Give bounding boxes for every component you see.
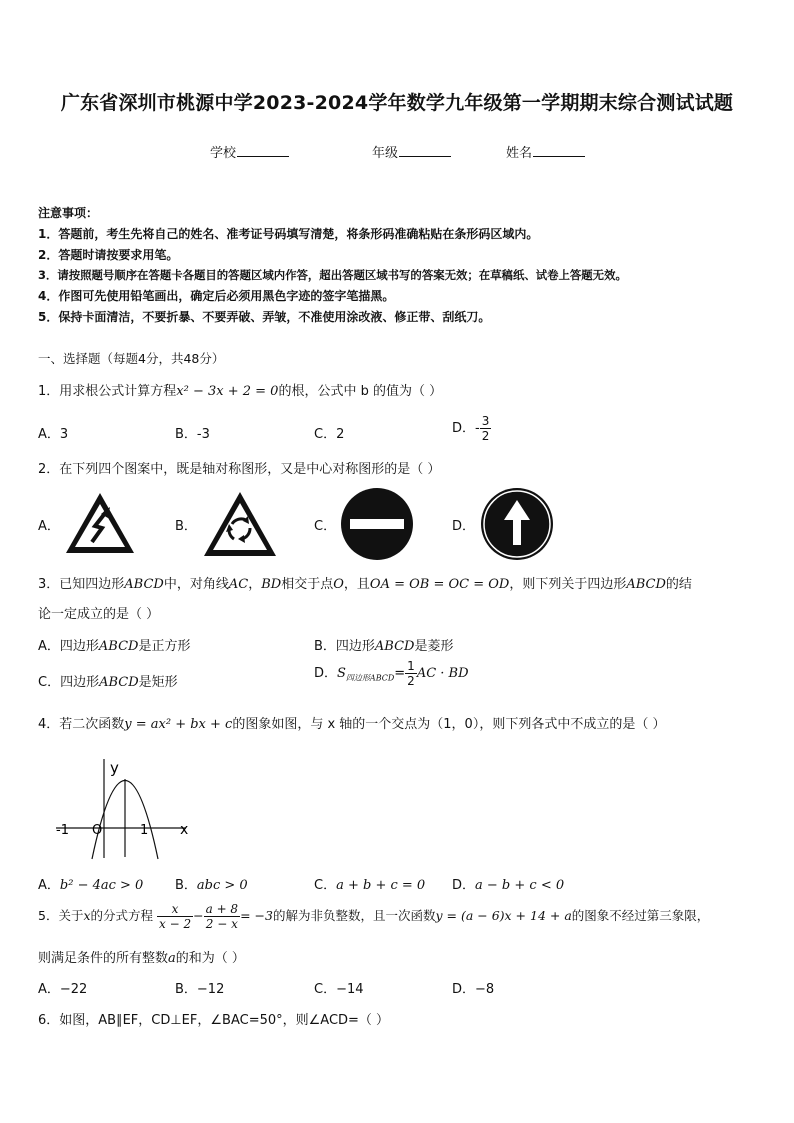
q1-option-c[interactable]: C．2	[314, 427, 345, 442]
sign-d-straight-arrow-icon	[479, 487, 555, 561]
q3-abcd: ABCD	[626, 577, 666, 592]
q1-option-b[interactable]: B．-3	[175, 427, 210, 442]
q2-option-a[interactable]: A．	[38, 519, 60, 534]
q3-d-s: S	[337, 666, 346, 681]
q3-abcd: ABCD	[374, 639, 415, 654]
q1-option-a[interactable]: A．3	[38, 427, 69, 442]
q4-a-label: A．	[38, 878, 60, 893]
q2-option-d[interactable]: D．	[452, 519, 476, 534]
section-heading: 一、选择题（每题4分，共48分）	[38, 351, 225, 366]
note-item: 4．作图可先使用铅笔画出，确定后必须用黑色字迹的签字笔描黑。	[38, 289, 395, 304]
q3-text: 中，对角线	[163, 577, 229, 592]
q3-c-text: 是矩形	[138, 675, 178, 690]
q5-f1-denominator: x − 2	[159, 917, 192, 931]
question-4	[38, 713, 665, 732]
graph-one-label: 1	[140, 823, 149, 838]
graph-x-label: x	[180, 822, 189, 838]
q3-d-denominator: 2	[407, 674, 415, 688]
q5-f1-numerator: x	[157, 902, 193, 917]
q4-option-b[interactable]	[175, 874, 248, 893]
q3-ac: AC	[228, 577, 249, 592]
q5-text: 的和为（ ）	[175, 951, 245, 966]
question-1	[38, 380, 442, 399]
q4-text: 4．若二次函数	[38, 717, 125, 732]
grade-label: 年级	[372, 146, 399, 161]
q5-text: 的图象不经过第三象限，	[571, 908, 710, 923]
note-item: 3．请按照题号顺序在答题卡各题目的答题区域内作答，超出答题区域书写的答案无效；在草稿纸、试卷上答题无效。	[38, 268, 627, 283]
name-field[interactable]	[506, 142, 585, 161]
q4-a-expr: b² − 4ac > 0	[59, 878, 144, 893]
q4-c-expr: a + b + c = 0	[336, 878, 426, 893]
q3-option-b[interactable]	[314, 635, 454, 654]
name-label: 姓名	[506, 146, 533, 161]
q5-text: 的解为非负整数，且一次函数	[272, 908, 436, 923]
q5-option-d[interactable]: D．−8	[452, 982, 495, 997]
graph-neg1-label: -1	[56, 823, 69, 838]
q4-c-label: C．	[314, 878, 337, 893]
q3-d-tail: AC · BD	[416, 666, 469, 681]
q3-bd: BD	[261, 577, 282, 592]
q3-text: ，则下列关于四边形	[509, 577, 627, 592]
q2-option-c[interactable]: C．	[314, 519, 337, 534]
q3-text: 3．已知四边形	[38, 577, 125, 592]
q5-a-var: a	[168, 951, 176, 966]
q4-equation: y = ax² + bx + c	[124, 717, 233, 732]
q3-text: 相交于点	[281, 577, 334, 592]
q3-d-eq: =	[394, 666, 406, 681]
q4-d-label: D．	[452, 878, 476, 893]
q5-f2-denominator: 2 − x	[205, 917, 238, 931]
q3-abcd: ABCD	[124, 577, 164, 592]
q3-text: 的结	[665, 577, 692, 592]
q3-option-c[interactable]	[38, 671, 178, 690]
q4-parabola-graph	[50, 755, 200, 865]
q5-text: 则满足条件的所有整数	[38, 951, 169, 966]
q3-text: ，且	[343, 577, 370, 592]
q3-abcd: ABCD	[98, 639, 139, 654]
q2-option-b[interactable]: B．	[175, 519, 197, 534]
graph-y-label: y	[110, 759, 119, 777]
q3-c-text: C．四边形	[38, 675, 100, 690]
q5-linear-function: y = (a − 6)x + 14 + a	[435, 908, 572, 923]
q5-text: 5．关于	[38, 908, 84, 923]
q5-minus: −	[193, 908, 204, 923]
q1-equation: x² − 3x + 2 = 0	[176, 384, 279, 399]
q1-text-end: 的根，公式中 b 的值为（ ）	[278, 384, 443, 399]
q3-o: O	[333, 577, 344, 592]
q1-d-numerator: 3	[481, 414, 490, 428]
q5-f2-numerator: a + 8	[205, 902, 239, 916]
school-label: 学校	[210, 146, 237, 161]
q3-abcd: ABCD	[99, 675, 139, 690]
q4-d-expr: a − b + c < 0	[475, 878, 565, 893]
q3-d-label: D．	[314, 666, 338, 681]
q3-b-text: 是菱形	[414, 639, 454, 654]
note-item: 2．答题时请按要求用笔。	[38, 247, 179, 262]
q5-option-a[interactable]: A．−22	[38, 982, 88, 997]
q1-text: 1．用求根公式计算方程	[38, 384, 177, 399]
q4-b-expr: abc > 0	[196, 878, 248, 893]
q4-text-end: 的图象如图，与 x 轴的一个交点为（1，0），则下列各式中不成立的是（ ）	[232, 717, 666, 732]
q4-option-c[interactable]	[314, 874, 425, 893]
note-item: 1．答题前，考生先将自己的姓名、准考证号码填写清楚，将条形码准确粘贴在条形码区域内。	[38, 226, 539, 241]
grade-field[interactable]	[372, 142, 451, 161]
q3-condition: OA = OB = OC = OD	[369, 577, 510, 592]
q1-option-d-label: D．-	[452, 421, 480, 436]
q4-option-a[interactable]	[38, 874, 143, 893]
q5-text: 的分式方程	[90, 908, 154, 923]
notes-block	[38, 203, 627, 328]
q5-rhs: = −3	[240, 908, 273, 923]
q3-option-d[interactable]	[314, 659, 469, 688]
sign-b-roundabout-icon	[202, 490, 278, 558]
page-title: 广东省深圳市桃源中学2023-2024学年数学九年级第一学期期末综合测试试题	[60, 92, 734, 114]
notes-heading: 注意事项：	[38, 206, 99, 220]
q1-d-denominator: 2	[481, 429, 490, 443]
q5-option-c[interactable]: C．−14	[314, 982, 364, 997]
q4-option-d[interactable]	[452, 874, 564, 893]
sign-a-curve-warning-icon	[64, 490, 136, 556]
school-field[interactable]	[210, 142, 289, 161]
q3-b-text: B．四边形	[314, 639, 375, 654]
q3-option-a[interactable]	[38, 635, 190, 654]
question-2: 2．在下列四个图案中，既是轴对称图形，又是中心对称图形的是（ ）	[38, 462, 441, 477]
question-3	[38, 573, 692, 592]
question-6: 6．如图，AB∥EF，CD⊥EF，∠BAC=50°，则∠ACD=（ ）	[38, 1013, 390, 1028]
question-5-line-2	[38, 947, 245, 966]
q1-option-d[interactable]	[452, 414, 491, 443]
question-5	[38, 902, 709, 931]
q3-text: ，	[248, 577, 262, 592]
q3-d-subscript: 四边形ABCD	[345, 673, 395, 683]
q3-a-text: A．四边形	[38, 639, 99, 654]
question-3-line-2: 论一定成立的是（ ）	[38, 607, 160, 622]
q5-x: x	[83, 908, 91, 923]
q5-option-b[interactable]: B．−12	[175, 982, 225, 997]
q3-a-text: 是正方形	[138, 639, 191, 654]
q4-b-label: B．	[175, 878, 197, 893]
sign-c-no-entry-icon	[340, 487, 414, 561]
q3-d-numerator: 1	[407, 659, 415, 673]
graph-origin-label: O	[92, 823, 103, 838]
note-item: 5．保持卡面清洁，不要折暴、不要弄破、弄皱，不准使用涂改液、修正带、刮纸刀。	[38, 309, 491, 324]
